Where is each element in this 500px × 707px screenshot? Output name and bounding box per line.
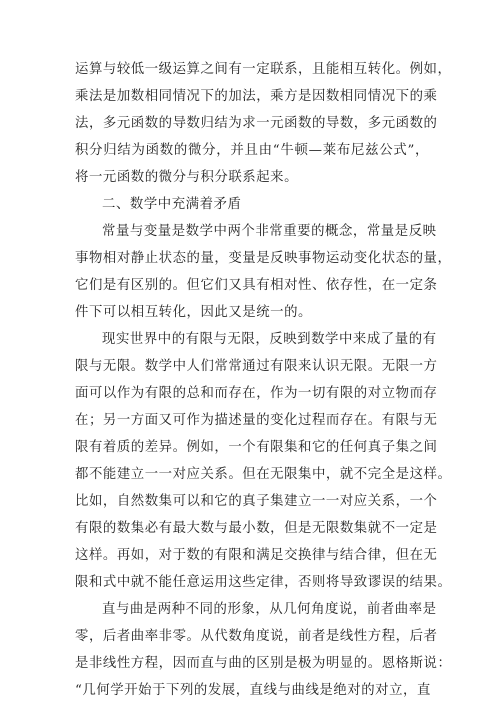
paragraph-first-line: 现实世界中的有限与无限，反映到数学中来成了量的有 xyxy=(102,332,437,347)
text-line: 零，后者曲率非零。从代数角度说，前者是线性方程，后者 xyxy=(75,629,438,644)
text-line: 面可以作为有限的总和而存在，作为一切有限的对立物而存 xyxy=(75,386,438,401)
text-line: 限与无限。数学中人们常常通过有限来认识无限。无限一方 xyxy=(75,359,438,374)
text-line: 在；另一方面又可作为描述量的变化过程而存在。有限与无 xyxy=(75,413,438,428)
text-line: 积分归结为函数的微分，并且由“牛顿—莱布尼兹公式”， xyxy=(75,143,429,158)
text-line: 它们是有区别的。但它们又具有相对性、依存性，在一定条 xyxy=(75,278,438,293)
text-line: 件下可以相互转化，因此又是统一的。 xyxy=(75,305,312,320)
text-line: 都不能建立一一对应关系。但在无限集中，就不完全是这样。 xyxy=(75,467,452,482)
text-line: 事物相对静止状态的量，变量是反映事物运动变化状态的量， xyxy=(75,251,452,266)
text-line: 乘法是加数相同情况下的加法，乘方是因数相同情况下的乘 xyxy=(75,89,438,104)
paragraph-first-line: 直与曲是两种不同的形象，从几何角度说，前者曲率是 xyxy=(102,602,437,617)
section-heading: 二、数学中充满着矛盾 xyxy=(102,197,242,212)
text-line: 比如，自然数集可以和它的真子集建立一一对应关系，一个 xyxy=(75,494,438,509)
paragraph-first-line: 常量与变量是数学中两个非常重要的概念，常量是反映 xyxy=(102,224,437,239)
text-line: 运算与较低一级运算之间有一定联系，且能相互转化。例如， xyxy=(75,62,452,77)
text-line: 将一元函数的微分与积分联系起来。 xyxy=(75,170,299,185)
text-line: 这样。再如，对于数的有限和满足交换律与结合律，但在无 xyxy=(75,548,438,563)
text-line: 法，多元函数的导数归结为求一元函数的导数，多元函数的 xyxy=(75,116,438,131)
text-line: “几何学开始于下列的发展，直线与曲线是绝对的对立，直 xyxy=(75,683,431,698)
text-line: 有限的数集必有最大数与最小数，但是无限数集就不一定是 xyxy=(75,521,438,536)
text-line: 是非线性方程，因而直与曲的区别是极为明显的。恩格斯说： xyxy=(75,656,452,671)
text-line: 限有着质的差异。例如，一个有限集和它的任何真子集之间 xyxy=(75,440,438,455)
text-line: 限和式中就不能任意运用这些定律，否则将导致谬误的结果。 xyxy=(75,575,452,590)
